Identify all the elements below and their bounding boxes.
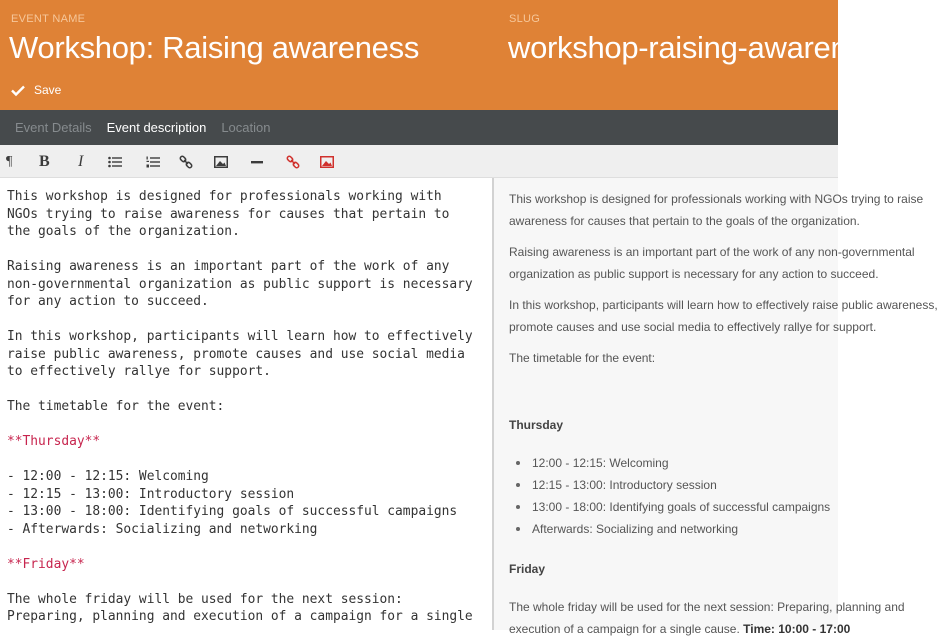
preview-heading-friday: Friday (509, 562, 546, 576)
preview-paragraph-3-line-1: In this workshop, participants will learn how to effectively raise public awareness, (509, 298, 938, 312)
slug-input[interactable]: workshop-raising-awareness (508, 30, 895, 65)
event-header (0, 0, 895, 110)
bold-icon[interactable]: B (39, 153, 50, 170)
preview-paragraph-4: The timetable for the event: (509, 351, 656, 365)
tab-event-details[interactable]: Event Details (15, 120, 92, 135)
editor-toolbar (0, 145, 838, 178)
preview-paragraph-3-line-2: promote causes and use social media to effectively rallye for support. (509, 320, 877, 334)
preview-paragraph-5-line-2: execution of a campaign for a single cause. Time: 10:00 - 17:00 (509, 622, 851, 636)
image-icon[interactable] (214, 153, 228, 171)
editor-line: - 12:00 - 12:15: Welcoming (7, 469, 209, 484)
bullet-list-icon[interactable] (108, 153, 122, 171)
numbered-list-icon[interactable] (146, 153, 160, 171)
tab-location[interactable]: Location (221, 120, 271, 135)
editor-line: The timetable for the event: (7, 399, 225, 414)
checkmark-icon (11, 85, 25, 96)
horizontal-rule-icon[interactable] (251, 153, 263, 171)
tab-event-description[interactable]: Event description (106, 120, 207, 135)
editor-line: - Afterwards: Socializing and networking (7, 521, 318, 537)
italic-icon[interactable]: I (78, 153, 84, 170)
event-name-label: EVENT NAME (11, 13, 86, 25)
list-item: 12:00 - 12:15: Welcoming (516, 452, 669, 474)
event-name-input[interactable]: Workshop: Raising awareness (9, 30, 420, 65)
editor-line: to effectively rallye for support. (7, 364, 271, 379)
editor-line: This workshop is designed for professionals working with (7, 189, 442, 204)
save-button[interactable] (11, 81, 61, 99)
editor-line: for any action to succeed. (7, 294, 209, 309)
tab-bar (0, 110, 838, 145)
editor-line: Preparing, planning and execution of a campaign for a single (7, 609, 473, 624)
markdown-preview (494, 178, 938, 636)
editor-line: NGOs trying to raise awareness for causes that pertain to (7, 206, 450, 222)
preview-heading-thursday: Thursday (509, 418, 564, 432)
preview-paragraph-2-line-2: organization as public support is necessary for any action to succeed. (509, 267, 879, 281)
preview-paragraph-2-line-1: Raising awareness is an important part of the work of any non-governmental (509, 245, 915, 259)
slug-label: SLUG (509, 13, 541, 25)
editor-line: **Friday** (7, 556, 85, 572)
list-item: 13:00 - 18:00: Identifying goals of successful campaigns (516, 496, 830, 518)
editor-line: The whole friday will be used for the next session: (7, 591, 403, 607)
editor-line: In this workshop, participants will learn how to effectively (7, 329, 473, 344)
list-item: 12:15 - 13:00: Introductory session (516, 474, 717, 496)
markdown-editor[interactable] (0, 178, 492, 630)
editor-line: Raising awareness is an important part of the work of any (7, 259, 450, 274)
editor-line: - 13:00 - 18:00: Identifying goals of successful campaigns (7, 504, 458, 519)
editor-line: raise public awareness, promote causes and use social media (7, 346, 465, 362)
list-item: Afterwards: Socializing and networking (516, 518, 738, 540)
markdown-text[interactable] (7, 188, 473, 626)
link-icon[interactable] (179, 153, 193, 171)
save-label: Save (34, 83, 62, 97)
editor-line: - 12:15 - 13:00: Introductory session (7, 486, 295, 502)
preview-paragraph-1-line-2: awareness for causes that pertain to the goals of the organization. (509, 214, 860, 228)
paragraph-icon[interactable]: ¶ (6, 154, 13, 169)
preview-paragraph-5-line-1: The whole friday will be used for the next session: Preparing, planning and (509, 600, 905, 614)
editor-line: non-governmental organization as public support is necessary (7, 276, 473, 292)
remove-image-icon[interactable] (320, 153, 334, 171)
editor-line: the goals of the organization. (7, 224, 240, 239)
editor-line: **Thursday** (7, 434, 101, 449)
unlink-icon[interactable] (286, 153, 300, 171)
preview-paragraph-1-line-1: This workshop is designed for professionals working with NGOs trying to raise (509, 192, 924, 206)
